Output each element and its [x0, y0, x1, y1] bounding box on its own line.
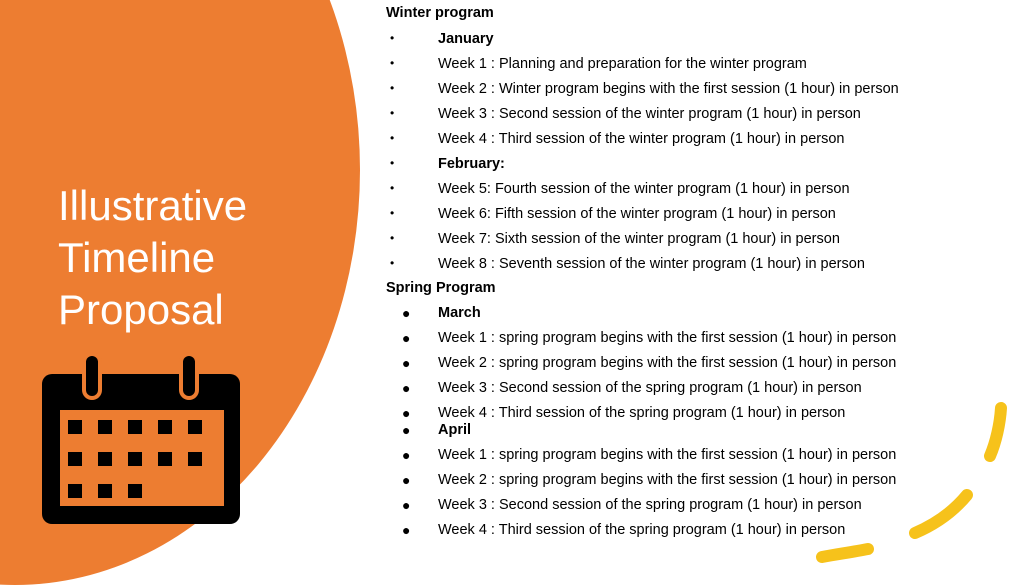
bullet: • — [390, 56, 395, 70]
week-text: Week 1 : spring program begins with the first session (1 hour) in person — [438, 330, 897, 346]
calendar-icon — [38, 348, 242, 528]
list-item — [386, 256, 1016, 278]
week-text: Week 3 : Second session of the winter program (1 hour) in person — [438, 106, 861, 122]
week-text: Week 2 : Winter program begins with the first session (1 hour) in person — [438, 81, 899, 97]
bullet: • — [390, 206, 395, 220]
bullet: • — [390, 156, 395, 170]
bullet: • — [390, 256, 395, 270]
bullet: ● — [402, 355, 411, 371]
bullet: ● — [402, 522, 411, 538]
bullet: • — [390, 181, 395, 195]
list-item — [386, 380, 1016, 402]
bullet: • — [390, 231, 395, 245]
week-text: Week 3 : Second session of the spring program (1 hour) in person — [438, 380, 862, 396]
list-item — [386, 231, 1016, 253]
month-label: February: — [438, 156, 505, 172]
yellow-dashed-arc-decoration — [810, 400, 1024, 582]
week-text: Week 2 : spring program begins with the first session (1 hour) in person — [438, 355, 897, 371]
winter-heading: Winter program — [386, 5, 494, 21]
bullet: ● — [402, 330, 411, 346]
bullet: • — [390, 106, 395, 120]
list-item — [386, 181, 1016, 203]
week-text: Week 1 : spring program begins with the first session (1 hour) in person — [438, 447, 897, 463]
list-item — [386, 355, 1016, 377]
list-item — [386, 31, 1016, 53]
month-label: March — [438, 305, 481, 321]
bullet: • — [390, 31, 395, 45]
spring-heading: Spring Program — [386, 280, 496, 296]
list-item — [386, 305, 1016, 327]
bullet: ● — [402, 305, 411, 321]
week-text: Week 2 : spring program begins with the first session (1 hour) in person — [438, 472, 897, 488]
bullet: ● — [402, 497, 411, 513]
title-line-2: Timeline — [58, 234, 216, 281]
week-text: Week 4 : Third session of the spring program (1 hour) in person — [438, 522, 846, 538]
week-text: Week 4 : Third session of the spring program (1 hour) in person — [438, 405, 846, 421]
week-text: Week 5: Fourth session of the winter program (1 hour) in person — [438, 181, 850, 197]
bullet: • — [390, 131, 395, 145]
list-item — [386, 81, 1016, 103]
bullet: ● — [402, 472, 411, 488]
bullet: ● — [402, 380, 411, 396]
month-label: January — [438, 31, 494, 47]
week-text: Week 4 : Third session of the winter program (1 hour) in person — [438, 131, 845, 147]
week-text: Week 6: Fifth session of the winter program (1 hour) in person — [438, 206, 836, 222]
bullet: ● — [402, 447, 411, 463]
week-text: Week 1 : Planning and preparation for the winter program — [438, 56, 807, 72]
list-item — [386, 56, 1016, 78]
month-label: April — [438, 422, 472, 438]
bullet: ● — [402, 405, 411, 421]
list-item — [386, 330, 1016, 352]
slide-title — [58, 180, 358, 336]
list-item — [386, 156, 1016, 178]
title-line-1: Illustrative — [58, 182, 248, 229]
week-text: Week 3 : Second session of the spring program (1 hour) in person — [438, 497, 862, 513]
list-item — [386, 206, 1016, 228]
title-line-3: Proposal — [58, 286, 224, 333]
bullet: ● — [402, 422, 411, 438]
week-text: Week 8 : Seventh session of the winter program (1 hour) in person — [438, 256, 865, 272]
bullet: • — [390, 81, 395, 95]
list-item — [386, 131, 1016, 153]
week-text: Week 7: Sixth session of the winter program (1 hour) in person — [438, 231, 840, 247]
list-item — [386, 106, 1016, 128]
